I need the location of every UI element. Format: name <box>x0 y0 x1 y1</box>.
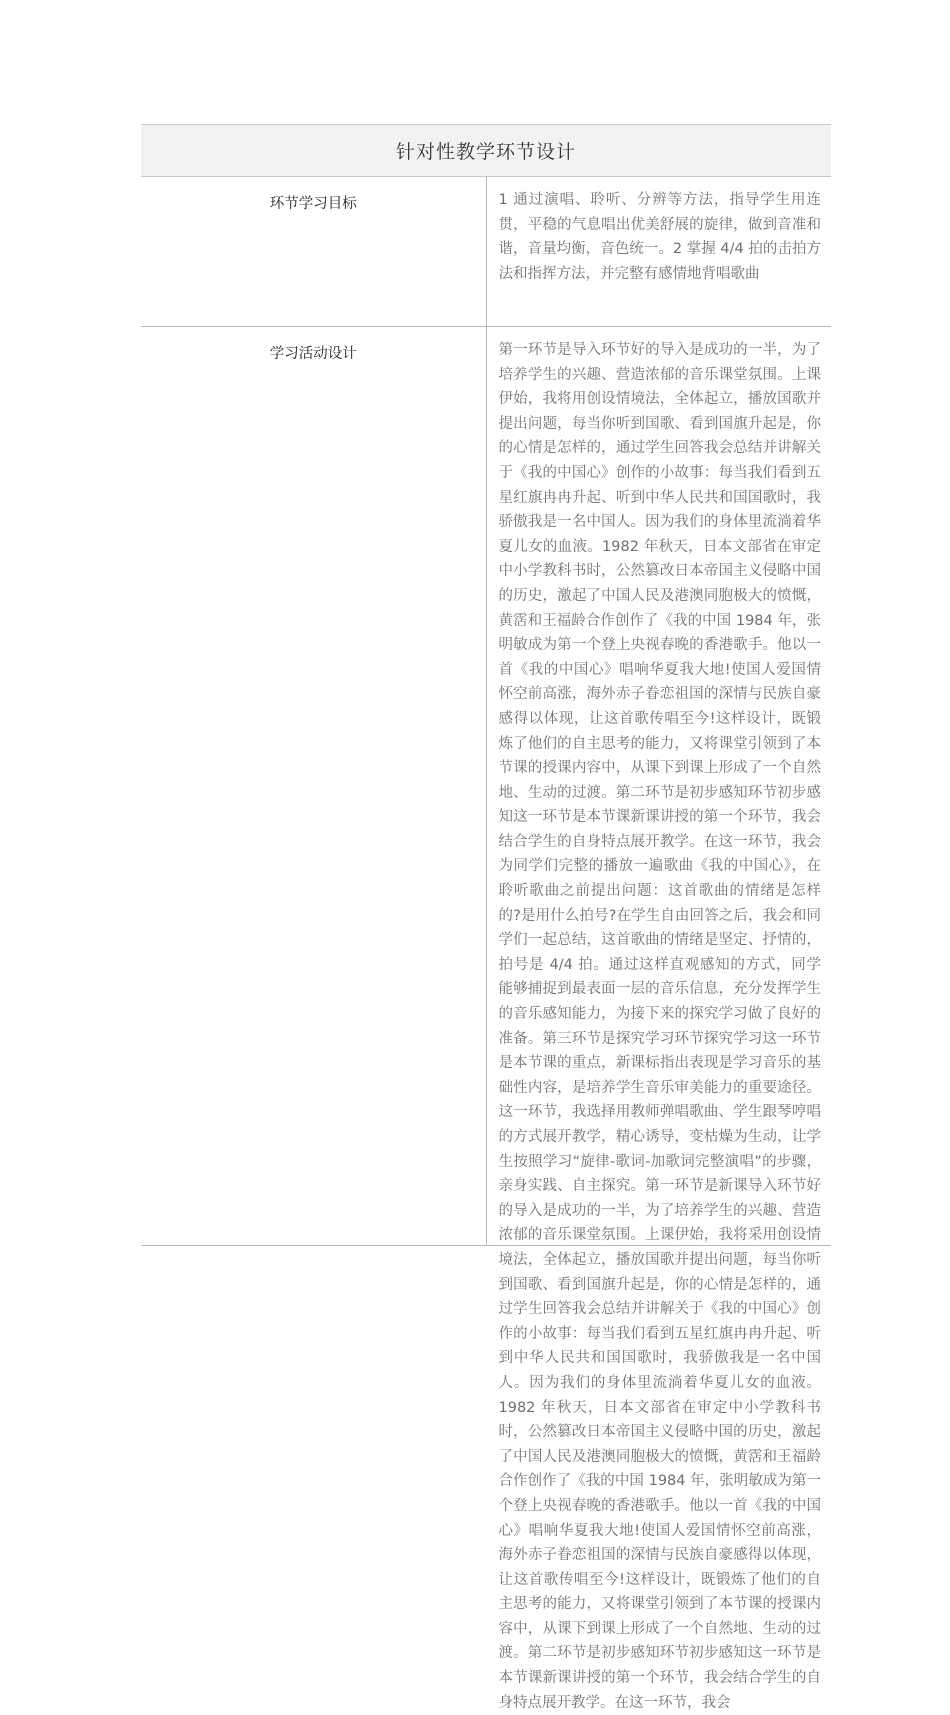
row-label-learning-goal: 环节学习目标 <box>141 177 486 327</box>
row-content-activity-design-cell <box>486 327 831 1711</box>
lesson-design-table <box>141 124 831 1711</box>
table-title: 针对性教学环节设计 <box>141 125 831 177</box>
table-row-activity-design <box>141 327 831 1246</box>
table-row-learning-goal <box>141 177 831 327</box>
table-title-row <box>141 125 831 177</box>
row-label-activity-design: 学习活动设计 <box>141 327 486 1246</box>
row-content-learning-goal: 1 通过演唱、聆听、分辨等方法，指导学生用连贯，平稳的气息唱出优美舒展的旋律，做到音准和谐，音量均衡，音色统一。2 掌握 4/4 拍的击拍方法和指挥方法，并完整有感情地背唱歌曲 <box>486 177 831 327</box>
row-content-activity-design: 第一环节是导入环节好的导入是成功的一半，为了培养学生的兴趣、营造浓郁的音乐课堂氛围。上课伊始，我将用创设情境法，全体起立，播放国歌并提出问题，每当你听到国歌、看到国旗升起是，你的心情是怎样的，通过学生回答我会总结并讲解关于《我的中国心》创作的小故事：每当我们看到五星红旗冉冉升起、听到中华人民共和国国歌时，我骄傲我是一名中国人。因为我们的身体里流淌着华夏儿女的血液。1982 年秋天，日本文部省在审定中小学教科书时，公然篡改日本帝国主义侵略中国的历史，激起了中国人民及港澳同胞极大的愤慨，黄霑和王福龄合作创作了《我的中国 1984 年，张明敏成为第一个登上央视春晚的香港歌手。他以一首《我的中国心》唱响华夏我大地!使国人爱国情怀空前高涨，海外赤子眷恋祖国的深情与民族自豪感得以体现，让这首歌传唱至今!这样设计，既锻炼了他们的自主思考的能力，又将课堂引领到了本节课的授课内容中，从课下到课上形成了一个自然地、生动的过渡。第二环节是初步感知环节初步感知这一环节是本节课新课讲授的第一个环节，我会结合学生的自身特点展开教学。在这一环节，我会为同学们完整的播放一遍歌曲《我的中国心》，在聆听歌曲之前提出问题：这首歌曲的情绪是怎样的?是用什么拍号?在学生自由回答之后，我会和同学们一起总结，这首歌曲的情绪是坚定、抒情的，拍号是 4/4 拍。通过这样直观感知的方式，同学能够捕捉到最表面一层的音乐信息，充分发挥学生的音乐感知能力，为接下来的探究学习做了良好的准备。第三环节是探究学习环节探究学习这一环节是本节课的重点，新课标指出表现是学习音乐的基础性内容，是培养学生音乐审美能力的重要途径。这一环节，我选择用教师弹唱歌曲、学生跟琴哼唱的方式展开教学，精心诱导，变枯燥为生动，让学生按照学习“旋律-歌词-加歌词完整演唱”的步骤，亲身实践、自主探究。第一环节是新课导入环节好的导入是成功的一半，为了培养学生的兴趣、营造浓郁的音乐课堂氛围。上课伊始，我将采用创设情境法，全体起立，播放国歌并提出问题，每当你听到国歌、看到国旗升起是，你的心情是怎样的，通过学生回答我会总结并讲解关于《我的中国心》创作的小故事：每当我们看到五星红旗冉冉升起、听到中华人民共和国国歌时，我骄傲我是一名中国人。因为我们的身体里流淌着华夏儿女的血液。1982 年秋天，日本文部省在审定中小学教科书时，公然篡改日本帝国主义侵略中国的历史，激起了中国人民及港澳同胞极大的愤慨，黄霑和王福龄合作创作了《我的中国 1984 年，张明敏成为第一个登上央视春晚的香港歌手。他以一首《我的中国心》唱响华夏我大地!使国人爱国情怀空前高涨，海外赤子眷恋祖国的深情与民族自豪感得以体现，让这首歌传唱至今!这样设计，既锻炼了他们的自主思考的能力，又将课堂引领到了本节课的授课内容中，从课下到课上形成了一个自然地、生动的过渡。第二环节是初步感知环节初步感知这一环节是本节课新课讲授的第一个环节，我会结合学生的自身特点展开教学。在这一环节，我会 <box>498 342 821 1711</box>
